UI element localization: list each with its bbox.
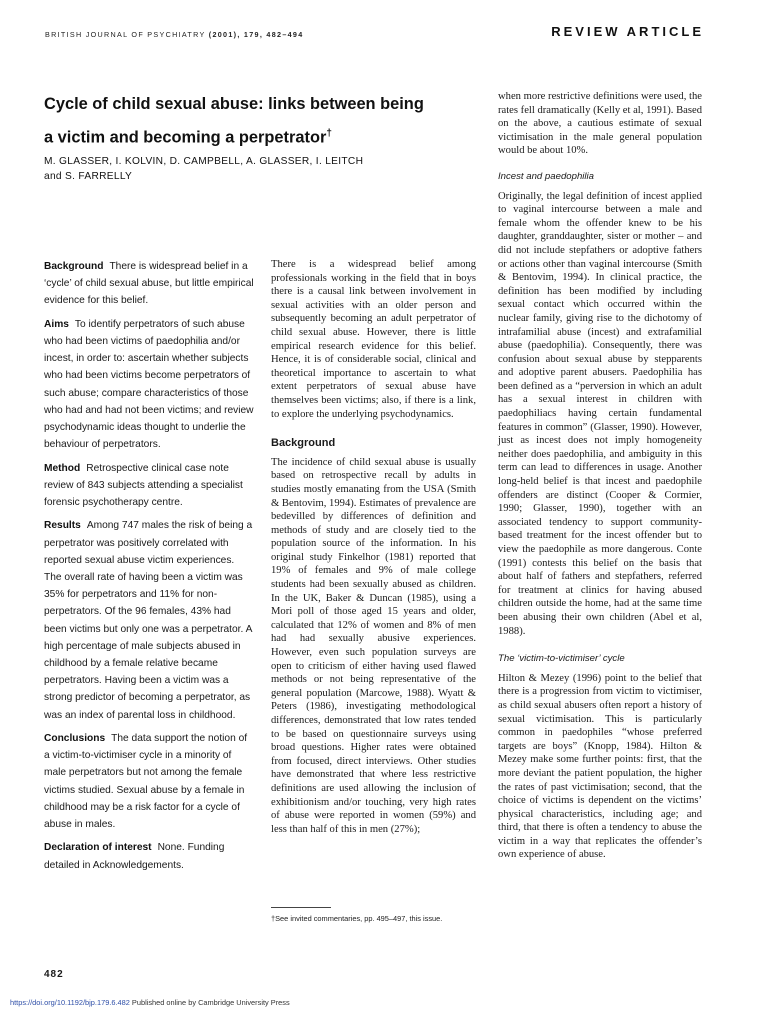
abstract-label: Method: [44, 462, 81, 474]
abstract-conclusions: Conclusions The data support the notion of a victim-to-victimiser cycle in a minority of male perpetrators but not among the female victims studied. Sexual abuse by a female in childhood may be a risk factor for a cycle of abuse in males.: [44, 733, 248, 831]
abstract-declaration: Declaration of interest None. Funding detailed in Acknowledgements.: [44, 842, 225, 871]
doi-link[interactable]: https://doi.org/10.1192/bjp.179.6.482: [10, 998, 130, 1007]
running-head: [45, 30, 304, 39]
abstract-label: Declaration of interest: [44, 842, 152, 854]
title-line-2: a victim and becoming a perpetrator†: [44, 128, 332, 147]
subheading-incest: Incest and paedophilia: [498, 170, 595, 182]
body-column-3: [498, 90, 702, 862]
authors-line-1: M. GLASSER, I. KOLVIN, D. CAMPBELL, A. GLASSER, I. LEITCH: [44, 156, 364, 167]
doi-footer: [10, 998, 290, 1007]
abstract-aims: Aims To identify perpetrators of such abuse who had been victims of paedophilia and/or incest, in order to: ascertain whether subjects who had been victims become perpetrators of such abuse; compare characteristics of those who had and had not been victims; and review psychodynamic ideas thought to underlie the behaviour of perpetrators.: [44, 318, 254, 451]
incest-paragraph: Originally, the legal definition of incest applied to vaginal intercourse between a male and female whom the offender knew to be his daughter, granddaughter, sister or mother – and did not include stepfathers or adoptive fathers or actions other than vaginal intercourse (Smith & Bentovim, 1994). In clinical practice, the definition has been modified by including sexual contact which occurred within the nuclear family, giving rise to the dichotomy of intrafamilial abuse (incest) and extrafamilial abuse (paedophilia). Consequently, there was confusion about sexual abuse by stepparents and adoptive parent abusers. Paedophilia has been defined as a “perversion in which an adult has a sexual interest in children with paedophiliacs having certain fundamental features in common” (Glasser, 1990). However, just as incest does not imply homogeneity neither does paedophilia, and ambiguity in this term can lead to differences in usage. Another long-held belief is that incest and paedophile offenders are distinct (Cooper & Cormier, 1990; Glasser, 1990), together with an associated tendency to support community-based treatment for the incest offender but to view the paedophile as more dangerous. Conte (1991) contests this belief on the basis that about half of fathers and stepfathers, referred for treatment at clinics for having abused children outside the home, had at the same time been abusing their own children (Abel et al, 1988).: [498, 190, 702, 637]
abstract-background: Background There is widespread belief in a ‘cycle’ of child sexual abuse, but little empirical evidence for this belief.: [44, 261, 254, 307]
footnote: †See invited commentaries, pp. 495–497, this issue.: [271, 914, 443, 923]
abstract-label: Aims: [44, 318, 69, 330]
abstract-results: Results Among 747 males the risk of being a perpetrator was positively correlated with reported sexual abuse victim experiences. The overall rate of having been a victim was 35% for perpetrators and 11% for non-perpetrators. Of the 96 females, 43% had been victims but only one was a perpetrator. A high percentage of male subjects abused in childhood by a female relative became perpetrators. Having been a victim was a strong predictor of becoming a perpetrator, as was an index of parental loss in childhood.: [44, 520, 253, 721]
title-dagger: †: [326, 128, 332, 139]
footnote-divider: [271, 907, 331, 908]
title-line-1: Cycle of child sexual abuse: links between being: [44, 95, 424, 113]
body-column-2: [271, 258, 476, 836]
intro-paragraph: There is a widespread belief among professionals working in the field that in boys there is a causal link between involvement in sexual activities with an older person and subsequently becoming an adult perpetrator of child sexual abuse. However, there is little empirical research evidence for this belief. Hence, it is of considerable social, clinical and theoretical importance to ascertain to what extent perpetrators of sexual abuse have themselves been victims; also, if there is a link, to explore the underlying psychodynamics.: [271, 259, 476, 420]
section-label: REVIEW ARTICLE: [551, 24, 704, 39]
abstract-label: Conclusions: [44, 733, 106, 745]
published-note: Published online by Cambridge University Press: [129, 998, 290, 1007]
page-number: 482: [44, 969, 64, 980]
abstract-method: Method Retrospective clinical case note review of 843 subjects attending a specialist forensic psychotherapy centre.: [44, 462, 243, 509]
journal-name: BRITISH JOURNAL OF PSYCHIATRY: [45, 30, 206, 39]
cycle-paragraph: Hilton & Mezey (1996) point to the belief that there is a progression from victim to victimiser, as child sexual abusers often report a history of sexual victimisation. This is particularly common in paedophiles “whose preferred targets are boys” (Knopp, 1984). Hilton & Mezey make some further points: first, that the more deviant the patient population, the higher the rates of past victimisation; second, that the choice of victims is dependent on the victims’ physical characteristics, including age; and third, that there is often a tendency to abuse the victim in a way that replicates the offender’s own experience of abuse.: [498, 672, 702, 861]
continuation-paragraph: when more restrictive definitions were used, the rates fell dramatically (Kelly et al, 1991). Based on the above, a cautious estimate of sexual victimisation in the male general population would be about 10%.: [498, 91, 702, 157]
abstract-label: Results: [44, 520, 81, 532]
background-paragraph: The incidence of child sexual abuse is usually based on retrospective recall by adults in studies mostly emanating from the USA (Smith & Bentovim, 1994). Estimates of prevalence are bedevilled by differences of definition and methods of study and are closely tied to the population source of the information. In his original study Finkelhor (1981) reported that 19% of females and 9% of male college students had been sexually abused as children. In the UK, Baker & Duncan (1985), using a Mori poll of those aged 15 years and older, calculated that 12% of women and 8% of men had had sexually abusive experiences. However, even such population surveys are open to criticism of either having used flawed methods or not being representative of the general population (Marcowe, 1988). Wyatt & Peters (1986), investigating methodological differences, demonstrated that low rates tended to be based on questionnaire surveys using broad questions. Higher rates were obtained from focused, direct interviews. Other studies have demonstrated that where less restrictive definitions are used allowing the inclusion of exhibitionism and/or touching, very high rates of abuse were reported in women (59%) and less than half of this in men (27%);: [271, 456, 476, 835]
subheading-cycle: The ‘victim-to-victimiser’ cycle: [498, 653, 625, 665]
author-list: [44, 154, 444, 184]
abstract: [44, 258, 254, 880]
section-heading-background: Background: [271, 437, 336, 450]
authors-line-2: and S. FARRELLY: [44, 171, 133, 182]
article-title: [44, 90, 474, 152]
journal-citation: (2001), 179, 482–494: [208, 30, 304, 39]
abstract-label: Background: [44, 261, 104, 272]
